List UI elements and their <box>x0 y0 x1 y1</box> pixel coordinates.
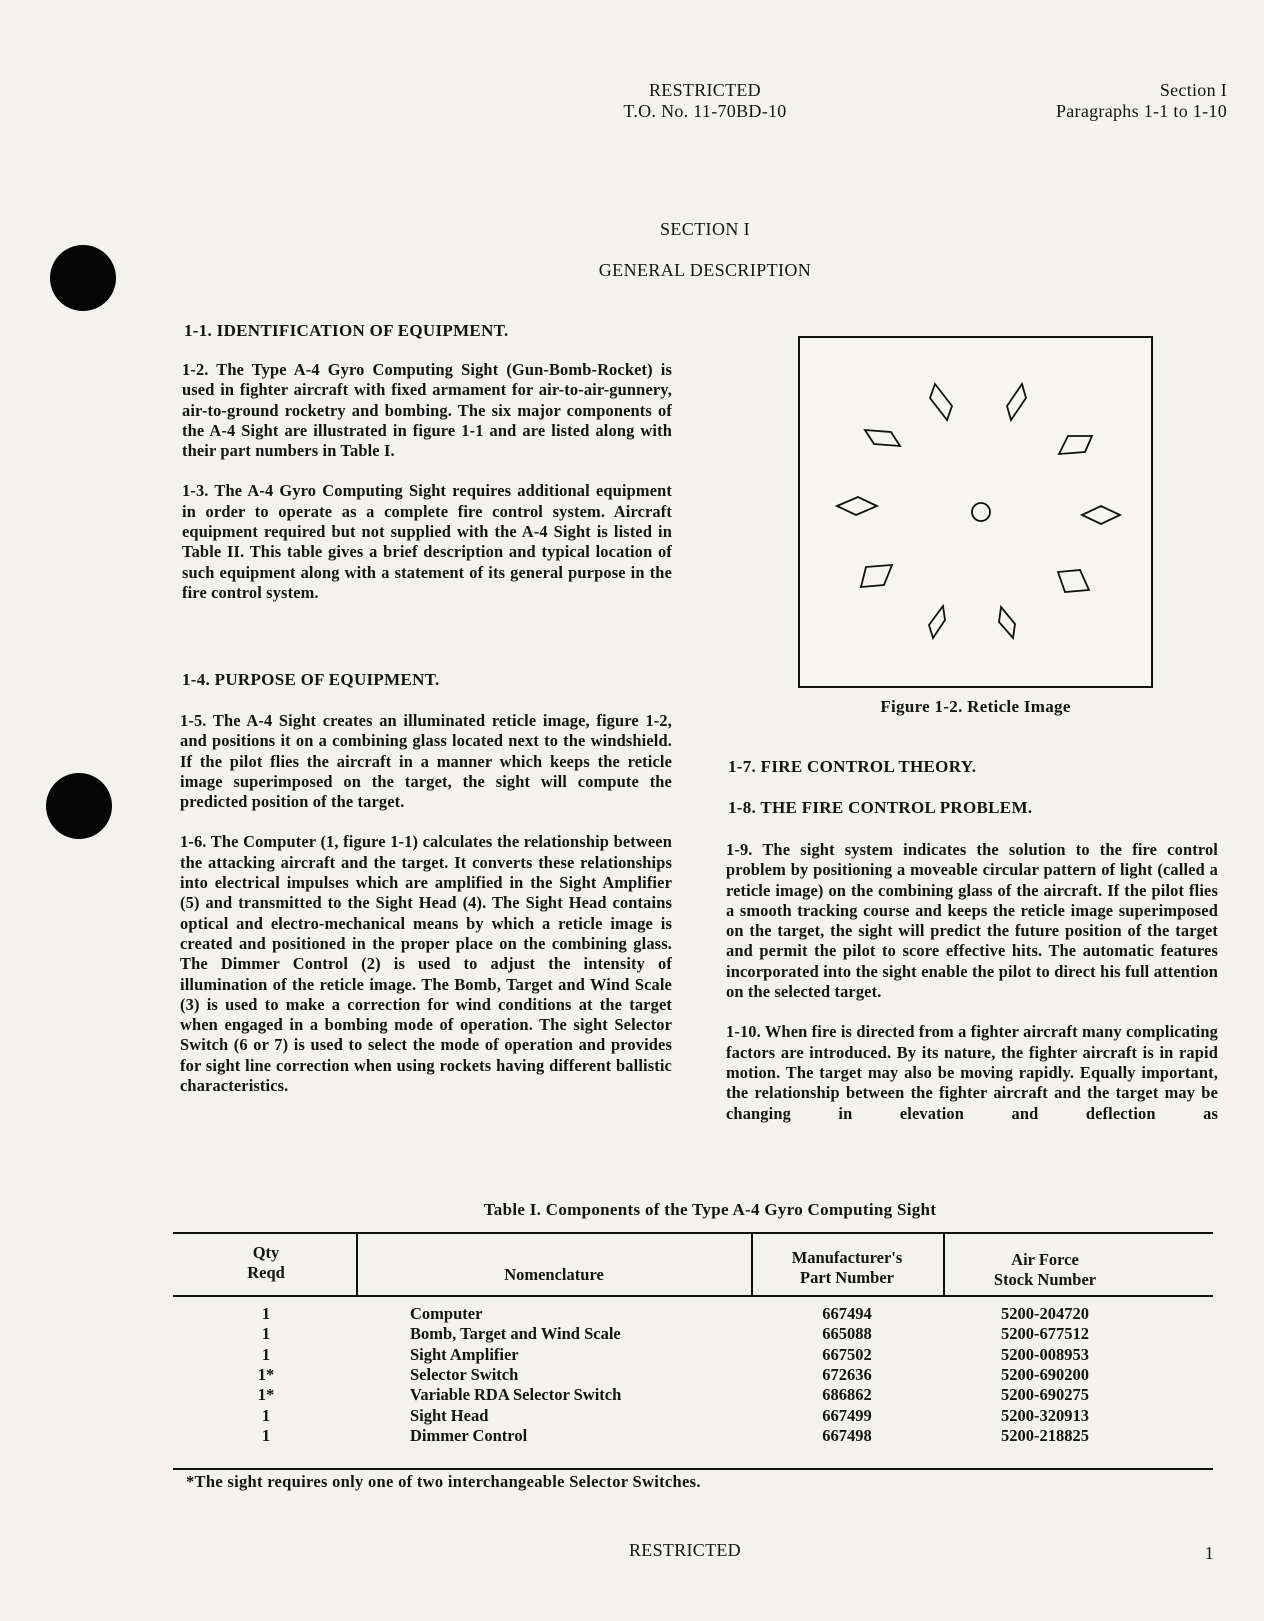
col-header-qty-line1: Qty <box>252 1243 280 1262</box>
reticle-diamond <box>930 384 952 420</box>
cell-part-number: 667499 <box>822 1405 872 1425</box>
cell-qty: 1 <box>261 1425 271 1445</box>
header-left <box>560 80 850 122</box>
table-footnote: *The sight requires only one of two interchangeable Selector Switches. <box>186 1472 701 1491</box>
cell-nomenclature: Dimmer Control <box>410 1425 528 1445</box>
header-classification: RESTRICTED <box>648 80 761 100</box>
punch-hole-middle <box>46 773 112 839</box>
col-header-stock-line2: Stock Number <box>993 1270 1097 1289</box>
cell-part-number: 686862 <box>822 1385 872 1405</box>
cell-part-number: 667498 <box>822 1425 872 1445</box>
heading-1-1: 1-1. IDENTIFICATION OF EQUIPMENT. <box>184 321 509 340</box>
cell-nomenclature: Computer <box>410 1304 483 1323</box>
reticle-diamond <box>861 565 892 587</box>
cell-stock-number: 5200-218825 <box>1001 1425 1089 1445</box>
header-section: Section I <box>1159 80 1227 100</box>
cell-part-number: 672636 <box>822 1364 872 1384</box>
col-header-stock-line1: Air Force <box>1011 1250 1079 1269</box>
cell-qty: 1 <box>261 1344 271 1364</box>
figure-caption: Figure 1-2. Reticle Image <box>880 697 1071 716</box>
table-title: Table I. Components of the Type A-4 Gyro Computing Sight <box>483 1200 937 1219</box>
cell-nomenclature: Variable RDA Selector Switch <box>410 1385 622 1405</box>
reticle-diamond <box>837 497 877 515</box>
cell-nomenclature: Sight Amplifier <box>410 1344 519 1364</box>
reticle-image <box>800 338 1150 685</box>
table-divider <box>356 1232 358 1296</box>
cell-stock-number: 5200-204720 <box>1001 1304 1089 1323</box>
table-bottom-rule <box>173 1468 1213 1470</box>
header-right <box>930 80 1227 122</box>
cell-part-number: 665088 <box>822 1324 872 1344</box>
heading-1-7: 1-7. FIRE CONTROL THEORY. <box>728 757 977 776</box>
page-number: 1 <box>1204 1543 1214 1563</box>
cell-part-number: 667502 <box>822 1344 872 1364</box>
cell-qty: 1 <box>261 1405 271 1425</box>
reticle-diamond <box>1059 436 1092 454</box>
paragraph-1-6: 1-6. The Computer (1, figure 1-1) calculates the relationship between the attacking aircraft and the target. It converts these relationships into electrical impulses which are amplified in the Sight Amplifier (5) and transmitted to the Sight Head (4). The Sight Head contains optical and electro-mechanical means by which a reticle image is created and positioned in the proper place on the combining glass. The Dimmer Control (2) is used to adjust the intensity of illumination of the reticle image. The Bomb, Target and Wind Scale (3) is used to make a correction for wind conditions at the target when engaged in a bombing mode of operation. The sight Selector Switch (6 or 7) is used to select the mode of operation and provides for sight line correction when using rockets having different ballistic characteristics. <box>180 832 672 1096</box>
col-header-stock-number <box>945 1250 1145 1290</box>
cell-qty: 1* <box>257 1364 275 1384</box>
reticle-diamond <box>929 606 945 638</box>
reticle-diamond <box>999 607 1015 638</box>
left-column-body-2 <box>180 711 672 1116</box>
cell-part-number: 667494 <box>822 1304 872 1323</box>
reticle-diamond <box>1058 570 1089 592</box>
heading-1-4: 1-4. PURPOSE OF EQUIPMENT. <box>182 670 440 689</box>
cell-qty: 1 <box>261 1324 271 1344</box>
section-heading: SECTION I <box>659 219 751 239</box>
reticle-center-dot <box>972 503 990 521</box>
section-subheading: GENERAL DESCRIPTION <box>598 260 812 280</box>
table-header-rule <box>173 1295 1213 1297</box>
cell-stock-number: 5200-008953 <box>1001 1344 1089 1364</box>
table-top-rule <box>173 1232 1213 1234</box>
cell-nomenclature: Bomb, Target and Wind Scale <box>410 1324 621 1344</box>
header-to-number: T.O. No. 11-70BD-10 <box>623 101 787 121</box>
footer-classification: RESTRICTED <box>628 1540 741 1560</box>
cell-stock-number: 5200-690200 <box>1001 1364 1089 1384</box>
cell-nomenclature: Selector Switch <box>410 1364 519 1384</box>
header-paragraphs: Paragraphs 1-1 to 1-10 <box>1055 101 1227 121</box>
paragraph-1-9: 1-9. The sight system indicates the solution to the fire control problem by positioning a moveable circular pattern of light (called a reticle image) on the combining glass of the aircraft. If the pilot flies a smooth tracking course and keeps the reticle image superimposed on the target, the sight will predict the future position of the target and permit the pilot to score effective hits. The automatic features incorporated into the sight enable the pilot to direct his full attention on the selected target. <box>726 840 1218 1002</box>
col-header-part-line1: Manufacturer's <box>791 1248 903 1267</box>
paragraph-1-3: 1-3. The A-4 Gyro Computing Sight requires additional equipment in order to operate as a complete fire control system. Aircraft equipment required but not supplied with the A-4 Sight is listed in Table II. This table gives a brief description and typical location of such equipment along with a statement of its general purpose in the fire control system. <box>182 481 672 602</box>
right-column-body <box>726 840 1218 1124</box>
cell-nomenclature: Sight Head <box>410 1405 489 1425</box>
heading-1-8: 1-8. THE FIRE CONTROL PROBLEM. <box>728 798 1033 817</box>
cell-stock-number: 5200-690275 <box>1001 1385 1089 1405</box>
reticle-figure <box>798 336 1153 688</box>
col-header-part-number <box>752 1248 942 1288</box>
reticle-diamond <box>865 430 900 446</box>
punch-hole-top <box>50 245 116 311</box>
col-header-qty <box>196 1243 336 1283</box>
left-column-body <box>182 360 672 617</box>
cell-qty: 1 <box>261 1304 271 1323</box>
paragraph-1-2: 1-2. The Type A-4 Gyro Computing Sight (Gun-Bomb-Rocket) is used in fighter aircraft with fixed armament for air-to-air-gunnery, air-to-ground rocketry and bombing. The six major components of the A-4 Sight are illustrated in figure 1-1 and are listed along with their part numbers in Table I. <box>182 360 672 461</box>
col-header-part-line2: Part Number <box>800 1268 894 1287</box>
col-header-qty-line2: Reqd <box>247 1263 285 1282</box>
cell-stock-number: 5200-677512 <box>1001 1324 1089 1344</box>
paragraph-1-5: 1-5. The A-4 Sight creates an illuminated reticle image, figure 1-2, and positions it on a combining glass located next to the windshield. If the pilot flies the aircraft in a manner which keeps the reticle image superimposed on the target, the sight will compute the predicted position of the target. <box>180 711 672 812</box>
col-header-nomenclature: Nomenclature <box>504 1265 604 1284</box>
reticle-diamond <box>1082 506 1120 524</box>
cell-stock-number: 5200-320913 <box>1001 1405 1089 1425</box>
cell-qty: 1* <box>257 1385 275 1405</box>
reticle-diamond <box>1007 384 1026 420</box>
paragraph-1-10: 1-10. When fire is directed from a fighter aircraft many complicating factors are introduced. By its nature, the fighter aircraft is in rapid motion. The target may also be moving rapidly. Equally important, the relationship between the fighter aircraft and the target may be changing in elevation and deflection as <box>726 1022 1218 1123</box>
